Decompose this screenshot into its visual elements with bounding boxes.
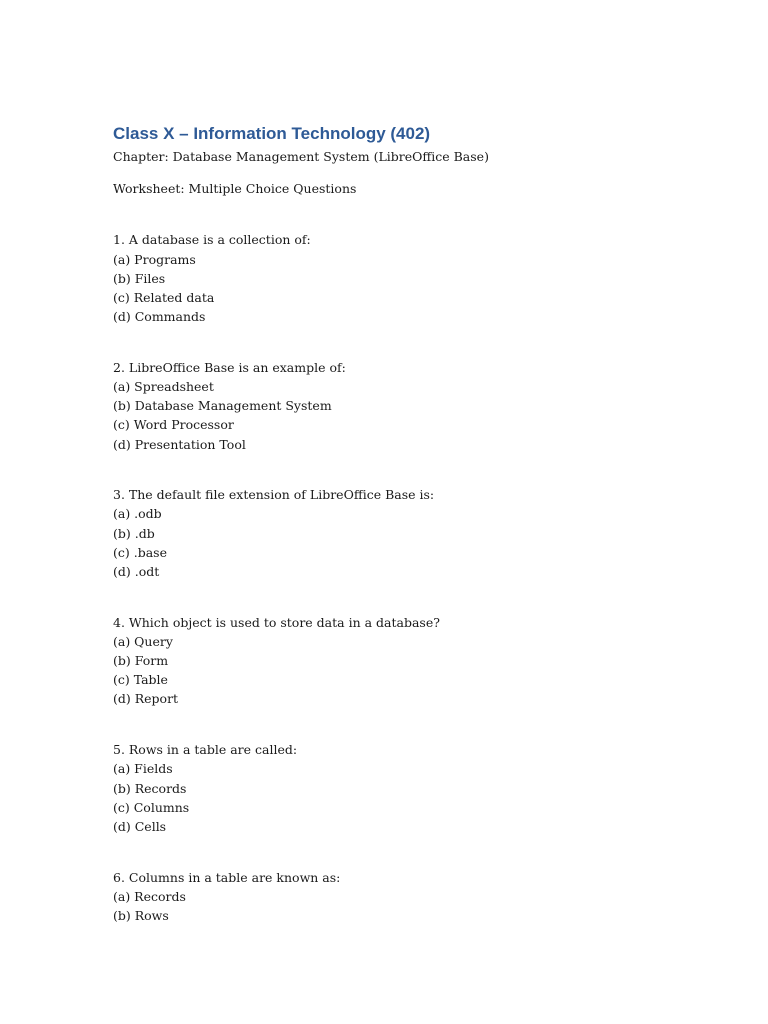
option-list xyxy=(113,250,713,327)
question-text: 6. Columns in a table are known as: xyxy=(113,869,341,885)
answer-option: (a) Programs xyxy=(113,251,196,267)
answer-option: (d) Cells xyxy=(113,818,167,834)
question-text: 5. Rows in a table are called: xyxy=(113,742,298,758)
worksheet-line: Worksheet: Multiple Choice Questions xyxy=(113,180,357,196)
question-text: 1. A database is a collection of: xyxy=(113,232,311,248)
option-list xyxy=(113,377,713,454)
answer-option: (d) .odt xyxy=(113,564,160,579)
option-list xyxy=(113,887,713,925)
answer-option: (b) Records xyxy=(113,780,187,796)
answer-option: (b) Database Management System xyxy=(113,398,332,414)
answer-option: (d) Report xyxy=(113,691,179,707)
answer-option: (b) Rows xyxy=(113,907,169,923)
question-block xyxy=(113,868,713,926)
answer-option: (b) .db xyxy=(113,525,155,541)
answer-option: (a) Query xyxy=(113,633,173,649)
answer-option: (b) Form xyxy=(113,653,169,669)
answer-option: (a) Spreadsheet xyxy=(113,379,214,394)
question-text: 3. The default file extension of LibreOffice Base is: xyxy=(113,487,435,503)
question-text: 2. LibreOffice Base is an example of: xyxy=(113,359,346,375)
option-list xyxy=(113,504,713,581)
chapter-line: Chapter: Database Management System (LibreOffice Base) xyxy=(113,149,489,164)
answer-option: (d) Commands xyxy=(113,309,206,325)
question-block xyxy=(113,485,713,581)
answer-option: (a) .odb xyxy=(113,506,162,522)
answer-option: (d) Presentation Tool xyxy=(113,436,246,452)
answer-option: (b) Files xyxy=(113,270,166,286)
question-block xyxy=(113,358,713,454)
answer-option: (a) Fields xyxy=(113,761,173,777)
document-body xyxy=(113,122,713,925)
question-block xyxy=(113,613,713,709)
question-block xyxy=(113,230,713,326)
question-text: 4. Which object is used to store data in a database? xyxy=(113,614,440,630)
option-list xyxy=(113,632,713,709)
answer-option: (c) Related data xyxy=(113,289,215,305)
question-block xyxy=(113,740,713,836)
document-title: Class X – Information Technology (402) xyxy=(113,124,431,143)
answer-option: (c) Word Processor xyxy=(113,417,234,433)
answer-option: (c) .base xyxy=(113,544,167,560)
answer-option: (a) Records xyxy=(113,888,186,904)
answer-option: (c) Columns xyxy=(113,799,190,815)
answer-option: (c) Table xyxy=(113,672,168,688)
option-list xyxy=(113,759,713,836)
question-list xyxy=(113,230,713,925)
